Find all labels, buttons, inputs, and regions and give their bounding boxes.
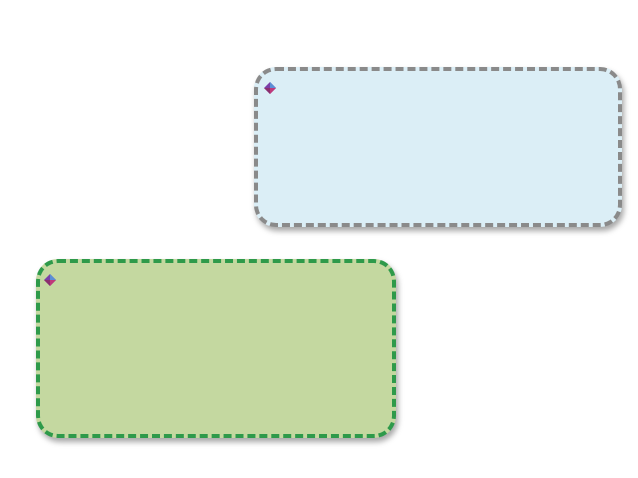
bullet-icon	[44, 274, 56, 286]
bullet-icon	[264, 82, 276, 94]
top-bullet-item	[264, 79, 616, 94]
bottom-bullet-item	[44, 271, 390, 286]
